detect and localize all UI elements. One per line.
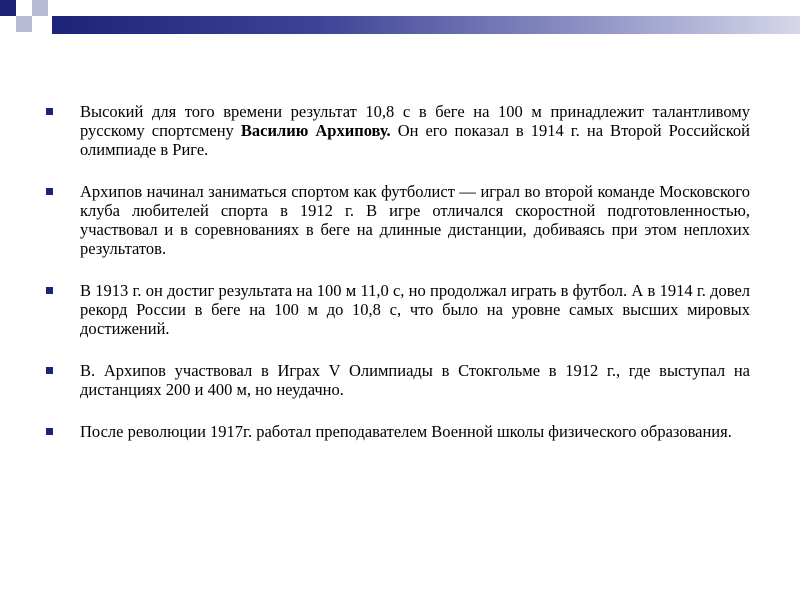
square-bullet-icon — [46, 287, 53, 294]
bullet-item — [40, 182, 750, 258]
square-bullet-icon — [46, 188, 53, 195]
decor-square-light — [32, 0, 48, 16]
bullet-text: В 1913 г. он достиг результата на 100 м 11,0 с, но продолжал играть в футбол. А в 1914 г. довел рекорд России в беге на 100 м до 10,8 с, что было на уровне самых высших мировых достижений. — [80, 281, 750, 338]
decor-square-white — [16, 32, 32, 48]
bullet-text: После революции 1917г. работал преподавателем Военной школы физического образования. — [80, 422, 732, 441]
slide-content — [40, 102, 750, 464]
bullet-text: Архипов начинал заниматься спортом как футболист — играл во второй команде Московского клуба любителей спорта в 1912 г. В игре отличался скоростной подготовленностью, участвовал и в соревнованиях в беге на длинные дистанции, добиваясь при этом неплохих результатов. — [80, 182, 750, 258]
bullet-text: Высокий для того времени результат 10,8 с в беге на 100 м принадлежит талантливому русскому спортсмену — [80, 102, 750, 140]
decor-square-light — [16, 16, 32, 32]
bullet-bold-name: Василию Архипову. — [240, 121, 391, 140]
bullet-text: В. Архипов участвовал в Играх V Олимпиады в Стокгольме в 1912 г., где выступал на дистанциях 200 и 400 м, но неудачно. — [80, 361, 750, 399]
bullet-item — [40, 102, 750, 159]
header-gradient-bar — [52, 16, 800, 34]
decor-square-white — [0, 16, 16, 32]
decor-square-white — [16, 0, 32, 16]
bullet-item — [40, 281, 750, 338]
decor-square-white — [32, 16, 48, 32]
bullet-text: Он его показал в 1914 г. на Второй Российской олимпиаде в Риге. — [80, 121, 750, 159]
square-bullet-icon — [46, 428, 53, 435]
square-bullet-icon — [46, 367, 53, 374]
decor-square-dark — [0, 0, 16, 16]
square-bullet-icon — [46, 108, 53, 115]
bullet-item — [40, 361, 750, 399]
bullet-item — [40, 422, 750, 441]
